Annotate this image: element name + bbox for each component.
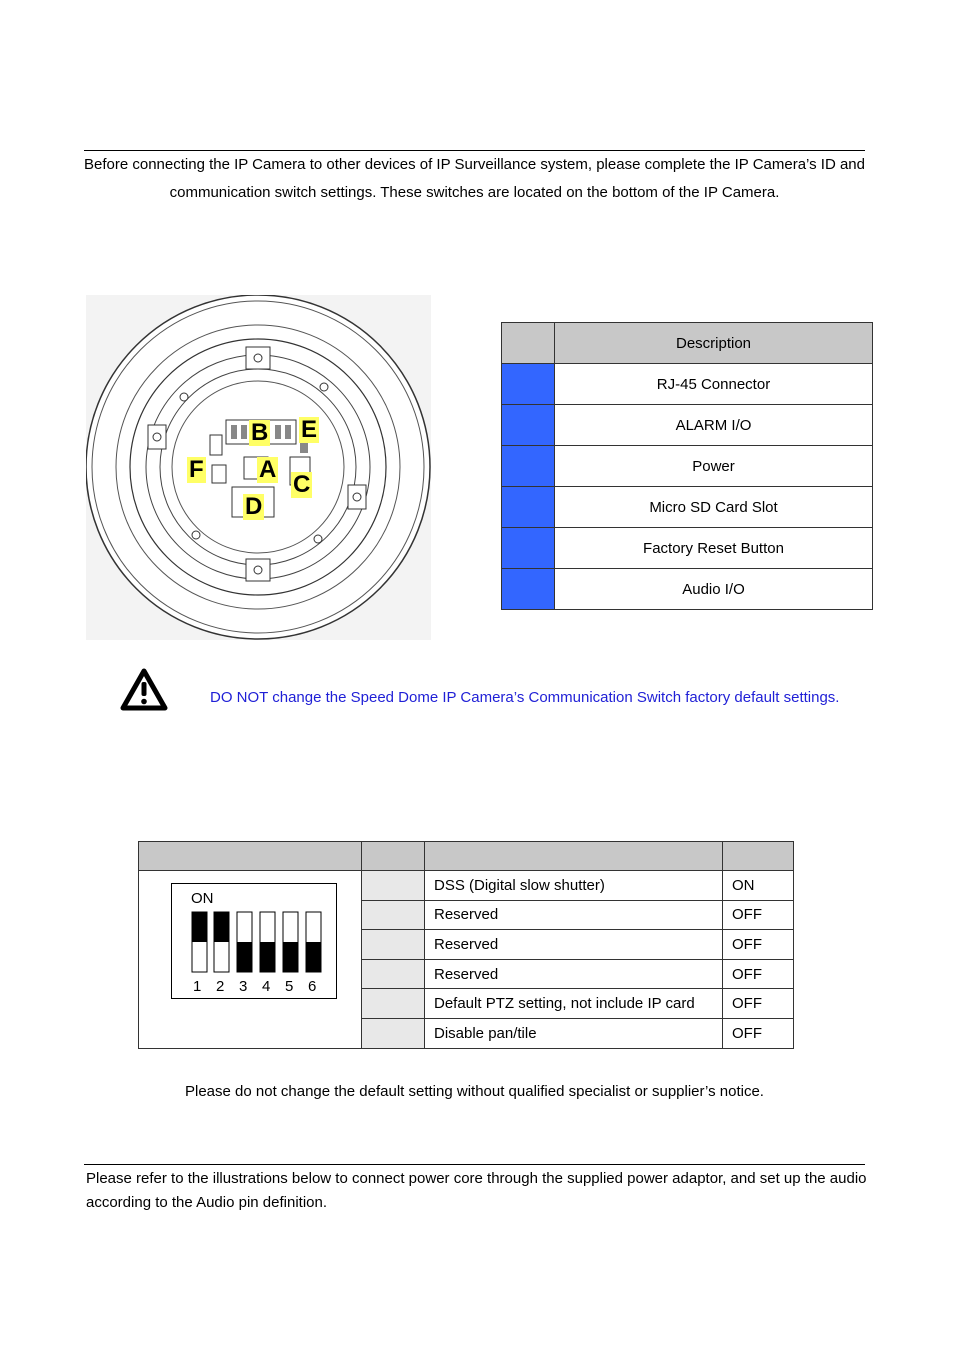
dip-header-cell [139,842,362,871]
dip-function: DSS (Digital slow shutter) [425,871,723,901]
default-setting-note: Please do not change the default setting without qualified specialist or supplier’s notice. [185,1083,764,1100]
dip-header-cell [723,842,794,871]
table-row [139,871,794,901]
dip-function: Reserved [425,900,723,930]
power-connection-paragraph: Please refer to the illustrations below to connect power core through the supplied power adaptor, and set up the audio according to the Audio pin definition. [86,1170,867,1211]
camera-label-e: E [301,416,318,443]
dip-switch-id-cell [362,930,425,960]
dip-setting: OFF [723,930,794,960]
connector-description: Micro SD Card Slot [555,487,873,528]
dip-function: Disable pan/tile [425,1018,723,1048]
camera-label-f: F [189,456,204,483]
connector-id-cell [502,569,555,610]
connector-description: RJ-45 Connector [555,364,873,405]
dip-function: Default PTZ setting, not include IP card [425,989,723,1019]
dip-setting: OFF [723,989,794,1019]
dip-switch-picture-cell [139,871,362,1049]
dip-switch-id-cell [362,959,425,989]
warning-text: DO NOT change the Speed Dome IP Camera’s Communication Switch factory default settings. [210,689,840,706]
dip-switch-id-cell [362,1018,425,1048]
camera-label-b: B [251,419,269,446]
connector-id-cell [502,487,555,528]
connector-table-header [502,323,873,364]
dip-switch-diagram [171,883,337,999]
dip-switch-id-cell [362,871,425,901]
dip-function: Reserved [425,930,723,960]
connector-id-header [502,323,555,364]
intro-paragraph: Before connecting the IP Camera to other devices of IP Surveillance system, please complete the IP Camera’s ID and communication switch settings. These switches are located on the bottom of the IP Camera. [84,156,865,201]
table-row [502,528,873,569]
connector-id-cell [502,446,555,487]
dip-number: 5 [285,978,294,995]
dip-setting: OFF [723,900,794,930]
dip-switch-id-cell [362,900,425,930]
dip-setting: OFF [723,959,794,989]
table-row [502,487,873,528]
dip-number: 1 [193,978,202,995]
table-row [502,364,873,405]
warning-triangle-icon [120,668,168,712]
connector-description: Factory Reset Button [555,528,873,569]
dip-table-header [139,842,794,871]
table-row [502,405,873,446]
connector-description: ALARM I/O [555,405,873,446]
camera-label-a: A [259,456,277,483]
camera-label-c: C [293,471,311,498]
connector-description: Audio I/O [555,569,873,610]
dip-setting: OFF [723,1018,794,1048]
dip-setting: ON [723,871,794,901]
dip-switch-id-cell [362,989,425,1019]
dip-switch-table [138,841,794,1049]
connector-description-header: Description [555,323,873,364]
dip-on-label: ON [191,890,214,907]
table-row [502,446,873,487]
camera-label-d: D [245,493,263,520]
dip-function: Reserved [425,959,723,989]
connector-id-cell [502,364,555,405]
connector-id-cell [502,405,555,446]
dip-number: 6 [308,978,317,995]
connector-table [501,322,873,610]
dip-number: 3 [239,978,248,995]
connector-id-cell [502,528,555,569]
dip-number: 2 [216,978,225,995]
table-row [502,569,873,610]
camera-bottom-illustration [86,295,431,640]
connector-description: Power [555,446,873,487]
dip-header-cell [425,842,723,871]
section-rule-bottom [84,1164,865,1165]
dip-header-cell [362,842,425,871]
dip-number: 4 [262,978,271,995]
